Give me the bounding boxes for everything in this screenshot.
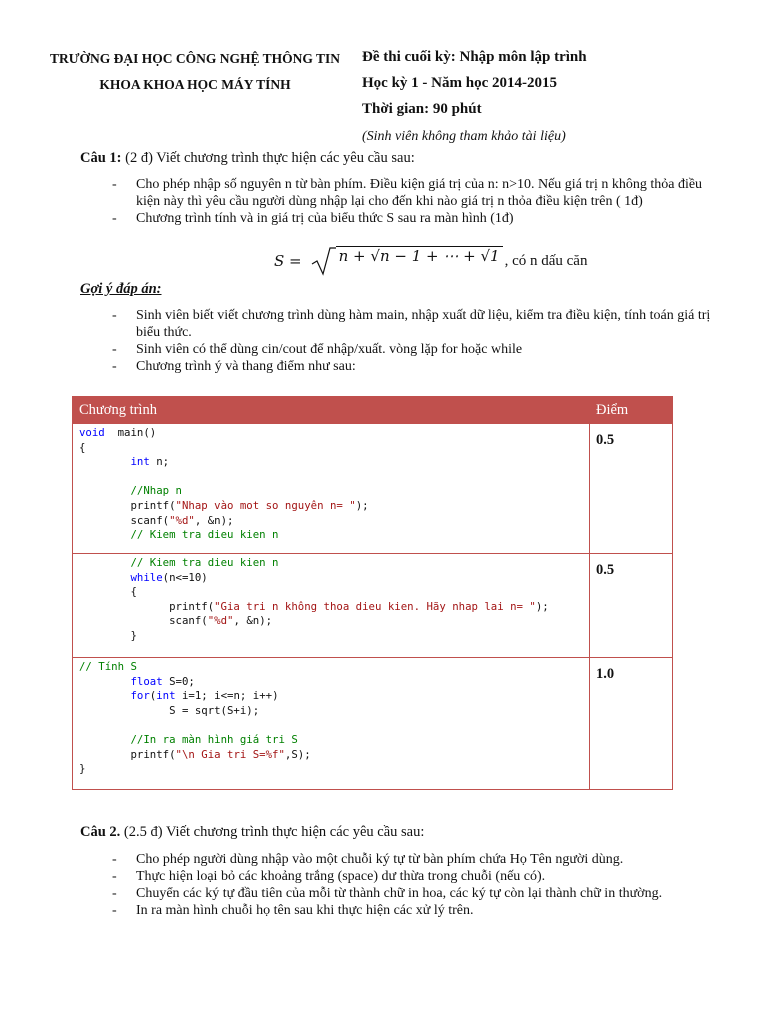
code-string: "Gia tri n không thoa dieu kien. Hãy nhap lai n= " bbox=[214, 599, 536, 613]
code-text: i=1; i<=n; i++) bbox=[175, 689, 279, 703]
code-line bbox=[79, 441, 85, 454]
code-line bbox=[79, 629, 137, 642]
code-text bbox=[79, 689, 130, 702]
list-item: - Sinh viên có thể dùng cin/cout để nhập/xuất. vòng lặp for hoặc while bbox=[112, 341, 722, 358]
code-block bbox=[79, 556, 583, 644]
code-text bbox=[79, 571, 130, 584]
code-text bbox=[79, 484, 130, 497]
outer-root-sign-icon bbox=[310, 246, 336, 276]
code-text: scanf( bbox=[79, 513, 170, 527]
code-comment: // Kiem tra dieu kien n bbox=[130, 528, 279, 542]
code-line bbox=[79, 614, 272, 627]
code-keyword: int bbox=[130, 455, 150, 469]
code-text bbox=[79, 455, 130, 468]
code-text: ( bbox=[149, 689, 157, 703]
header-left bbox=[40, 46, 350, 98]
code-text: S = sqrt(S+i); bbox=[79, 703, 260, 717]
code-line bbox=[79, 571, 208, 584]
list-item: - Chuyển các ký tự đầu tiên của mỗi từ thành chữ in hoa, các ký tự còn lại thành chữ in thường. bbox=[112, 885, 722, 902]
list-item: - Thực hiện loại bỏ các khoảng trắng (space) dư thừa trong chuỗi (nếu có). bbox=[112, 868, 722, 885]
code-text bbox=[79, 556, 130, 569]
code-keyword: void bbox=[79, 426, 105, 439]
code-text: , &n); bbox=[194, 513, 234, 527]
code-line bbox=[79, 748, 311, 761]
code-block bbox=[79, 426, 583, 543]
code-line bbox=[79, 556, 278, 569]
code-block bbox=[79, 660, 583, 777]
code-keyword: int bbox=[156, 689, 176, 703]
code-comment: //In ra màn hình giá tri S bbox=[130, 732, 298, 746]
code-text: n; bbox=[149, 455, 170, 469]
code-text: scanf( bbox=[79, 614, 208, 628]
table-row bbox=[73, 424, 673, 554]
code-cell bbox=[73, 554, 590, 658]
code-string: "Nhap vào mot so nguyên n= " bbox=[175, 498, 356, 512]
code-string: "%d" bbox=[169, 513, 195, 527]
code-text: , &n); bbox=[233, 614, 273, 628]
code-keyword: while bbox=[130, 570, 163, 584]
question-2-label: Câu 2. bbox=[80, 824, 121, 840]
code-string: "\n Gia tri S=%f" bbox=[175, 747, 285, 761]
question-1-label: Câu 1: bbox=[80, 150, 122, 166]
formula-s bbox=[274, 246, 587, 276]
code-keyword: for bbox=[130, 689, 150, 703]
code-line bbox=[79, 514, 233, 527]
points-cell: 0.5 bbox=[590, 554, 673, 658]
code-comment: // Tính S bbox=[79, 660, 137, 673]
list-item: - Cho phép người dùng nhập vào một chuỗi ký tự từ bàn phím chứa Họ Tên người dùng. bbox=[112, 851, 722, 868]
code-comment: // Kiem tra dieu kien n bbox=[130, 556, 279, 569]
code-text bbox=[79, 675, 130, 688]
list-item: - In ra màn hình chuỗi họ tên sau khi thực hiện các xử lý trên. bbox=[112, 902, 722, 919]
code-cell bbox=[73, 424, 590, 554]
code-cell bbox=[73, 658, 590, 790]
list-item: - Chương trình tính và in giá trị của biểu thức S sau ra màn hình (1đ) bbox=[112, 210, 722, 227]
formula-lhs: S = bbox=[274, 252, 302, 270]
code-line bbox=[79, 733, 298, 746]
code-line bbox=[79, 675, 195, 688]
code-text: (n<=10) bbox=[162, 570, 208, 584]
exam-title: Đề thi cuối kỳ: Nhập môn lập trình bbox=[362, 49, 587, 65]
faculty-name: KHOA KHOA HỌC MÁY TÍNH bbox=[99, 77, 291, 92]
code-text: printf( bbox=[79, 747, 176, 761]
question-2-requirements bbox=[112, 851, 722, 919]
duration: Thời gian: 90 phút bbox=[362, 101, 482, 117]
list-item: - Sinh viên biết viết chương trình dùng hàm main, nhập xuất dữ liệu, kiểm tra điều kiện, tính toán giá trị biểu thức. bbox=[112, 307, 722, 341]
points-cell: 1.0 bbox=[590, 658, 673, 790]
code-line bbox=[79, 689, 279, 702]
solution-table bbox=[72, 396, 673, 790]
code-comment: //Nhap n bbox=[130, 484, 182, 498]
list-item: - Chương trình ý và thang điểm như sau: bbox=[112, 358, 722, 375]
column-header-program: Chương trình bbox=[73, 397, 590, 424]
code-text: ); bbox=[535, 599, 549, 613]
code-line bbox=[79, 704, 259, 717]
formula-radicand: n + √n − 1 + ⋯ + √1 bbox=[336, 246, 503, 265]
semester: Học kỳ 1 - Năm học 2014-2015 bbox=[362, 75, 557, 91]
question-2-heading bbox=[80, 824, 424, 841]
code-line bbox=[79, 484, 182, 497]
code-text: printf( bbox=[79, 498, 176, 512]
code-line bbox=[79, 660, 137, 673]
code-text: main() bbox=[104, 426, 157, 439]
list-item: - Cho phép nhập số nguyên n từ bàn phím. Điều kiện giá trị của n: n>10. Nếu giá trị n không thỏa điều kiện này thì yêu cầu người dùng nhập lại cho đến khi nào giá trị n thỏa điều kiện trên ( 1đ) bbox=[112, 176, 722, 210]
code-text: printf( bbox=[79, 599, 215, 613]
code-text: ,S); bbox=[284, 747, 311, 761]
code-text: } bbox=[79, 762, 86, 776]
code-line bbox=[79, 455, 169, 468]
header-right bbox=[362, 44, 742, 150]
code-text bbox=[79, 528, 130, 541]
code-text bbox=[79, 733, 130, 746]
code-string: "%d" bbox=[207, 614, 234, 628]
hint-title: Gợi ý đáp án: bbox=[80, 281, 162, 297]
question-2-text: (2.5 đ) Viết chương trình thực hiện các yêu cầu sau: bbox=[120, 824, 425, 840]
exam-note: (Sinh viên không tham khảo tài liệu) bbox=[362, 129, 566, 144]
code-line bbox=[79, 585, 137, 598]
question-1-text: (2 đ) Viết chương trình thực hiện các yêu cầu sau: bbox=[121, 150, 415, 166]
points-cell: 0.5 bbox=[590, 424, 673, 554]
question-1-requirements bbox=[112, 176, 722, 227]
code-line bbox=[79, 426, 156, 439]
code-line bbox=[79, 762, 85, 775]
code-text: } bbox=[79, 628, 137, 642]
code-text: ); bbox=[355, 498, 369, 512]
code-line bbox=[79, 499, 369, 512]
formula-suffix: , có n dấu căn bbox=[504, 252, 588, 269]
code-text: S=0; bbox=[162, 674, 195, 688]
code-text: { bbox=[79, 440, 86, 454]
table-row bbox=[73, 554, 673, 658]
code-text: { bbox=[79, 585, 137, 599]
code-line bbox=[79, 600, 549, 613]
code-keyword: float bbox=[130, 674, 163, 688]
table-header-row bbox=[73, 397, 673, 424]
table-row bbox=[73, 658, 673, 790]
hint-list bbox=[112, 307, 722, 375]
question-1-heading bbox=[80, 150, 415, 167]
column-header-points: Điểm bbox=[590, 397, 673, 424]
university-name: TRƯỜNG ĐẠI HỌC CÔNG NGHỆ THÔNG TIN bbox=[49, 51, 341, 66]
code-line bbox=[79, 528, 278, 541]
